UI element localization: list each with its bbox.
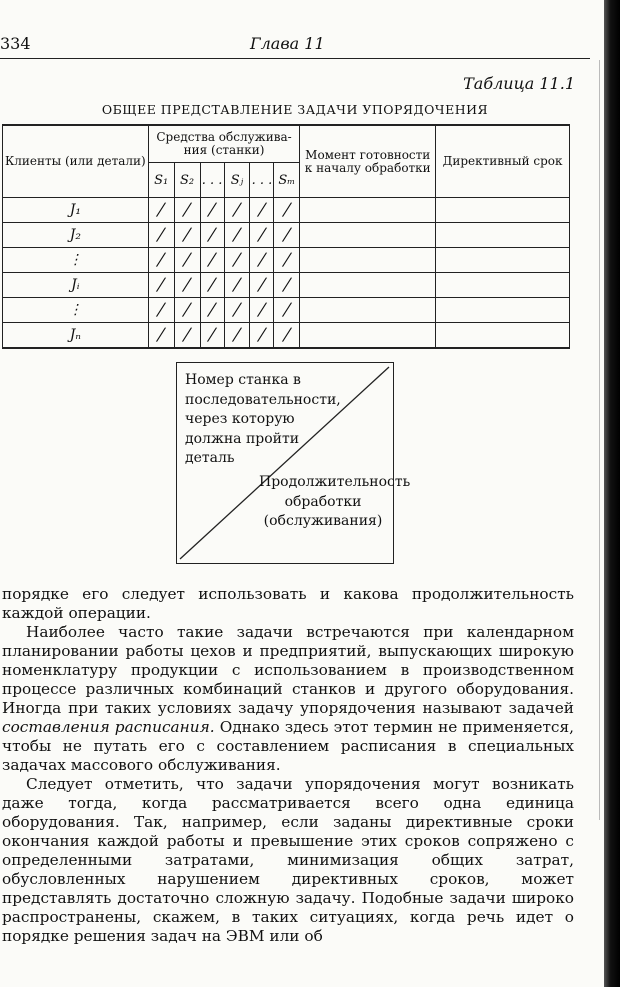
chapter-title: Глава 11	[250, 34, 325, 53]
schedule-cell	[200, 298, 224, 323]
client-label: J₁	[3, 198, 149, 223]
body-text	[2, 585, 574, 946]
diagonal-mark: /	[155, 200, 168, 220]
table-label: Таблица 11.1	[463, 74, 575, 93]
diagonal-mark: /	[255, 225, 269, 245]
schedule-cell	[274, 323, 300, 349]
machine-label: S₁	[148, 163, 174, 198]
emphasis-text: составления расписания.	[2, 718, 215, 736]
diagonal-mark: /	[280, 275, 293, 295]
table-row	[3, 298, 570, 323]
diagonal-mark: /	[280, 325, 293, 345]
diagonal-mark: /	[155, 325, 168, 345]
table-row	[3, 273, 570, 298]
diagonal-mark: /	[280, 250, 293, 270]
diagonal-mark: /	[205, 200, 219, 220]
header-clients: Клиенты (или детали)	[3, 125, 149, 198]
ready-time-cell	[300, 273, 436, 298]
diagonal-mark: /	[155, 250, 168, 270]
machine-label: . . .	[200, 163, 224, 198]
paragraph-text: Однако здесь этот термин не применяется, чтобы не путать его с составлением расписания в специальных задачах массового обслуживания.	[2, 718, 574, 774]
sequencing-table	[2, 124, 570, 349]
diagonal-mark: /	[280, 225, 293, 245]
schedule-cell	[274, 273, 300, 298]
diagonal-mark: /	[180, 275, 194, 295]
schedule-cell	[274, 298, 300, 323]
header-deadline: Директивный срок	[436, 125, 570, 198]
diagonal-mark: /	[255, 250, 269, 270]
schedule-cell	[148, 248, 174, 273]
table-title: ОБЩЕЕ ПРЕДСТАВЛЕНИЕ ЗАДАЧИ УПОРЯДОЧЕНИЯ	[101, 102, 489, 117]
schedule-cell	[174, 248, 200, 273]
schedule-cell	[250, 223, 274, 248]
diagonal-mark: /	[255, 200, 269, 220]
schedule-cell	[174, 223, 200, 248]
diagonal-mark: /	[205, 250, 219, 270]
book-spine-shadow	[604, 0, 620, 987]
schedule-cell	[200, 273, 224, 298]
schedule-cell	[200, 248, 224, 273]
schedule-cell	[274, 248, 300, 273]
schedule-cell	[274, 223, 300, 248]
machine-label: Sⱼ	[224, 163, 250, 198]
table-row	[3, 223, 570, 248]
schedule-cell	[148, 223, 174, 248]
client-label: J₂	[3, 223, 149, 248]
machine-label: . . .	[250, 163, 274, 198]
schedule-cell	[250, 298, 274, 323]
diagonal-mark: /	[230, 300, 244, 320]
diagonal-mark: /	[230, 250, 244, 270]
diagonal-mark: /	[180, 250, 194, 270]
schedule-cell	[224, 298, 250, 323]
paragraph	[2, 623, 574, 775]
schedule-cell	[250, 323, 274, 349]
schedule-cell	[174, 198, 200, 223]
running-header	[0, 34, 590, 59]
diagonal-mark: /	[255, 275, 269, 295]
schedule-cell	[174, 273, 200, 298]
ready-time-cell	[300, 223, 436, 248]
table-row	[3, 198, 570, 223]
client-label: ⋮	[3, 248, 149, 273]
paragraph: порядке его следует использовать и какова продолжительность каждой операции.	[2, 585, 574, 622]
schedule-cell	[224, 223, 250, 248]
header-facilities: Средства обслужива- ния (станки)	[148, 125, 300, 163]
deadline-cell	[436, 248, 570, 273]
diagonal-mark: /	[205, 325, 219, 345]
schedule-cell	[224, 248, 250, 273]
schedule-cell	[174, 298, 200, 323]
schedule-cell	[148, 198, 174, 223]
diagonal-mark: /	[205, 275, 219, 295]
deadline-cell	[436, 198, 570, 223]
machine-label: Sₘ	[274, 163, 300, 198]
schedule-cell	[148, 323, 174, 349]
diagonal-mark: /	[180, 325, 194, 345]
table-row	[3, 323, 570, 349]
table-row	[3, 248, 570, 273]
diagonal-mark: /	[205, 300, 219, 320]
schedule-cell	[148, 298, 174, 323]
header-ready-time: Момент готовности к началу обработки	[300, 125, 436, 198]
diagonal-mark: /	[205, 225, 219, 245]
diagonal-mark: /	[255, 300, 269, 320]
diagram-label-duration: Продолжительность обработки (обслуживания)	[259, 474, 411, 529]
diagonal-mark: /	[280, 200, 293, 220]
schedule-cell	[200, 198, 224, 223]
diagonal-mark: /	[255, 325, 269, 345]
ready-time-cell	[300, 248, 436, 273]
diagonal-mark: /	[180, 225, 194, 245]
ready-time-cell	[300, 298, 436, 323]
schedule-cell	[174, 323, 200, 349]
client-label: ⋮	[3, 298, 149, 323]
ready-time-cell	[300, 323, 436, 349]
diagonal-mark: /	[155, 300, 168, 320]
diagonal-mark: /	[230, 225, 244, 245]
page-number: 334	[0, 34, 31, 53]
paragraph: Следует отметить, что задачи упорядочения могут возникать даже тогда, когда рассматривается всего одна единица оборудования. Так, например, если заданы директивные сроки окончания каждой работы и превышение этих сроков сопряжено с определенными затратами, минимизация общих затрат, обусловленных нарушением директивных сроков, может представлять достаточно сложную задачу. Подобные задачи широко распространены, скажем, в таких ситуациях, когда речь идет о порядке решения задач на ЭВМ или об	[2, 775, 574, 945]
diagonal-mark: /	[230, 325, 244, 345]
diagonal-mark: /	[180, 300, 194, 320]
schedule-cell	[274, 198, 300, 223]
diagonal-mark: /	[230, 275, 244, 295]
gutter-line	[599, 60, 600, 820]
schedule-cell	[148, 273, 174, 298]
deadline-cell	[436, 223, 570, 248]
diagonal-mark: /	[230, 200, 244, 220]
schedule-cell	[224, 198, 250, 223]
schedule-cell	[224, 323, 250, 349]
schedule-cell	[250, 273, 274, 298]
diagonal-mark: /	[180, 200, 194, 220]
schedule-cell	[200, 323, 224, 349]
diagonal-mark: /	[155, 275, 168, 295]
schedule-cell	[250, 198, 274, 223]
machine-label: S₂	[174, 163, 200, 198]
diagonal-mark: /	[155, 225, 168, 245]
deadline-cell	[436, 298, 570, 323]
deadline-cell	[436, 273, 570, 298]
schedule-cell	[250, 248, 274, 273]
deadline-cell	[436, 323, 570, 349]
ready-time-cell	[300, 198, 436, 223]
cell-diagram	[176, 362, 411, 564]
paragraph-text: Наиболее часто такие задачи встречаются при календарном планировании работы цехов и предприятий, выпускающих широкую номенклатуру продукции с использованием в производственном процессе различных комбинаций станков и другого оборудования. Иногда при таких условиях задачу упорядочения называют задачей	[2, 623, 574, 717]
schedule-cell	[224, 273, 250, 298]
diagonal-mark: /	[280, 300, 293, 320]
client-label: Jₙ	[3, 323, 149, 349]
client-label: Jᵢ	[3, 273, 149, 298]
diagram-label-sequence: Номер станка в последовательности, через которую должна пройти деталь	[185, 372, 341, 466]
schedule-cell	[200, 223, 224, 248]
